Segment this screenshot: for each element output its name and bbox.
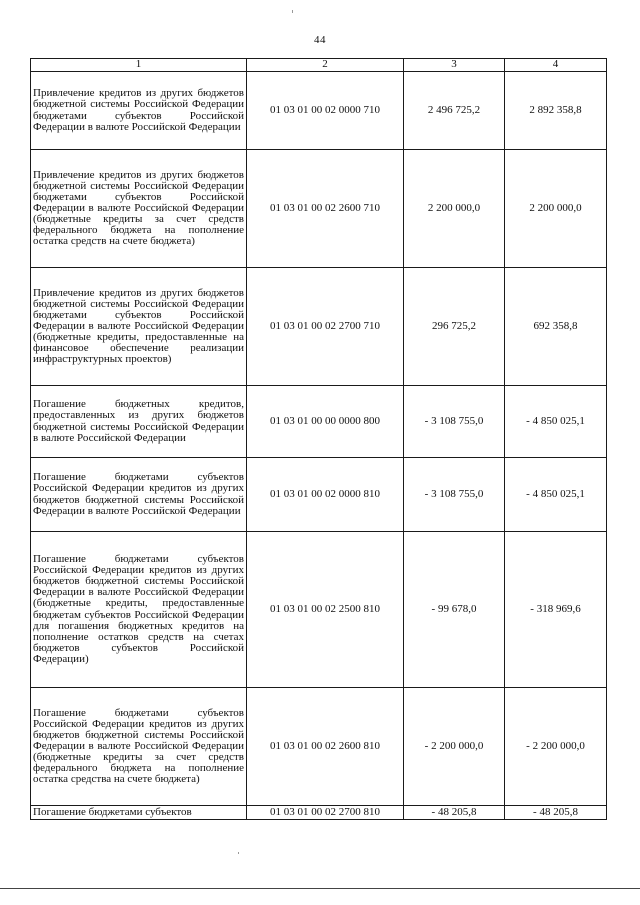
scan-mark [292,10,293,13]
row-name: Погашение бюджетами субъектов Российской Федерации кредитов из других бюджетов бюджетной системы Российской Федерации в валюте Российской Федерации (бюджетные кредиты, предоставленные бюджетам субъектов Российской Федерации для погашения бюджетных кредитов на пополнение остатков средств на счетах бюджетов субъектов Российской Федерации) [31,532,247,688]
row-value-1: 296 725,2 [404,268,505,386]
budget-table [30,58,607,820]
page-bottom-edge [0,888,640,889]
table-row [31,386,607,458]
row-value-2: 692 358,8 [505,268,607,386]
row-name: Привлечение кредитов из других бюджетов бюджетной системы Российской Федерации бюджетами субъектов Российской Федерации в валюте Российской Федерации [31,72,247,150]
row-code: 01 03 01 00 02 2700 810 [247,806,404,820]
row-value-2: - 48 205,8 [505,806,607,820]
row-value-2: - 2 200 000,0 [505,688,607,806]
row-value-1: 2 200 000,0 [404,150,505,268]
row-value-2: - 4 850 025,1 [505,386,607,458]
table-row [31,150,607,268]
row-value-1: - 48 205,8 [404,806,505,820]
row-value-2: - 318 969,6 [505,532,607,688]
table-row [31,532,607,688]
row-value-2: 2 892 358,8 [505,72,607,150]
header-col-2: 2 [247,59,404,72]
table-row [31,688,607,806]
row-name: Привлечение кредитов из других бюджетов бюджетной системы Российской Федерации бюджетами субъектов Российской Федерации в валюте Российской Федерации (бюджетные кредиты, предоставленные на финансовое обеспечение реализации инфраструктурных проектов) [31,268,247,386]
header-col-3: 3 [404,59,505,72]
row-value-2: - 4 850 025,1 [505,458,607,532]
header-col-4: 4 [505,59,607,72]
row-value-1: - 3 108 755,0 [404,458,505,532]
row-code: 01 03 01 00 02 0000 710 [247,72,404,150]
row-value-1: 2 496 725,2 [404,72,505,150]
table-row [31,458,607,532]
row-code: 01 03 01 00 02 2700 710 [247,268,404,386]
row-value-1: - 99 678,0 [404,532,505,688]
row-value-1: - 3 108 755,0 [404,386,505,458]
row-code: 01 03 01 00 02 2500 810 [247,532,404,688]
table-row [31,72,607,150]
row-code: 01 03 01 00 00 0000 800 [247,386,404,458]
row-name: Погашение бюджетами субъектов Российской Федерации кредитов из других бюджетов бюджетной системы Российской Федерации в валюте Российской Федерации (бюджетные кредиты за счет средств федерального бюджета на пополнение остатка средства на счете бюджета) [31,688,247,806]
table-row [31,268,607,386]
row-name: Погашение бюджетами субъектов [31,806,247,820]
row-name: Привлечение кредитов из других бюджетов бюджетной системы Российской Федерации бюджетами субъектов Российской Федерации в валюте Российской Федерации (бюджетные кредиты за счет средств федерального бюджета на пополнение остатка средств на счете бюджета) [31,150,247,268]
table-row [31,806,607,820]
row-code: 01 03 01 00 02 2600 810 [247,688,404,806]
scan-mark [238,852,239,854]
page-number: 44 [314,34,326,46]
row-value-1: - 2 200 000,0 [404,688,505,806]
row-value-2: 2 200 000,0 [505,150,607,268]
row-code: 01 03 01 00 02 0000 810 [247,458,404,532]
row-name: Погашение бюджетных кредитов, предоставленных из других бюджетов бюджетной системы Российской Федерации в валюте Российской Федерации [31,386,247,458]
table-header-row [31,59,607,72]
row-code: 01 03 01 00 02 2600 710 [247,150,404,268]
row-name: Погашение бюджетами субъектов Российской Федерации кредитов из других бюджетов бюджетной системы Российской Федерации в валюте Российской Федерации [31,458,247,532]
header-col-1: 1 [31,59,247,72]
